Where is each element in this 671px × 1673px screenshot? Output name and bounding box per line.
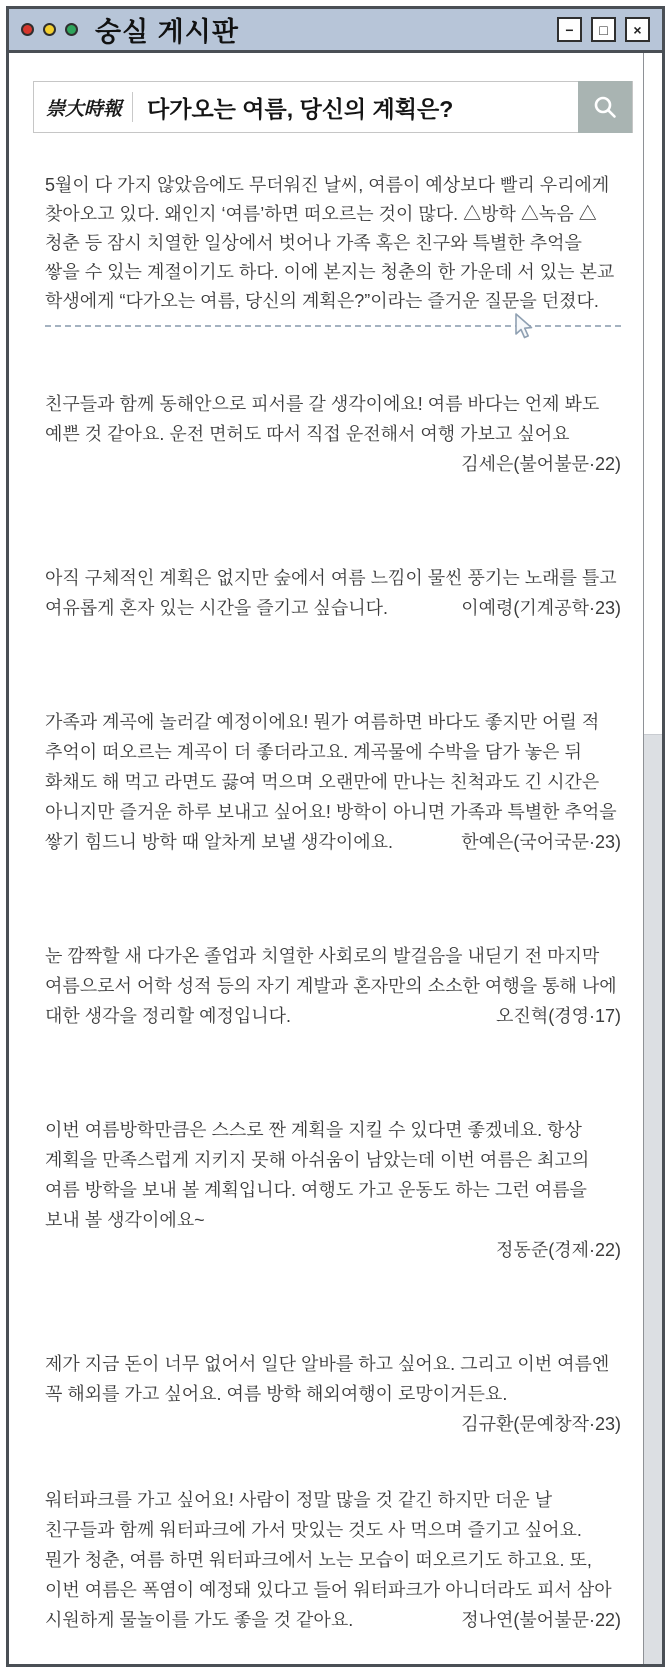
quote-body: 친구들과 함께 동해안으로 피서를 갈 생각이에요! 여름 바다는 언제 봐도 예쁜 것 같아요. 운전 면허도 따서 직접 운전해서 여행 가보고 싶어요	[45, 394, 600, 444]
quote-body: 아직 구체적인 계획은 없지만 숲에서 여름 느낌이 물씬 풍기는 노래를 틀고 여유롭게 혼자 있는 시간을 즐기고 싶습니다.	[45, 568, 617, 618]
scrollbar-track[interactable]	[644, 53, 662, 734]
window-title: 숭실 게시판	[95, 17, 239, 47]
quote-author: 정나연(불어불문·22)	[461, 1610, 621, 1630]
quote-item	[45, 941, 621, 1031]
quote-item	[45, 1485, 621, 1635]
quote-author: 김세은(불어불문·22)	[461, 454, 621, 474]
content-area	[9, 53, 662, 1664]
quote-author: 김규환(문예창작·23)	[461, 1414, 621, 1434]
quote-author: 이예령(기계공학·23)	[461, 598, 621, 618]
quote-item	[45, 563, 621, 623]
scrollbar-thumb[interactable]	[644, 734, 662, 1664]
maximize-button[interactable]: □	[591, 17, 616, 42]
mouse-cursor-icon	[513, 313, 535, 346]
quote-text	[45, 1349, 621, 1434]
quote-text	[45, 1485, 621, 1635]
quote-body: 눈 깜짝할 새 다가온 졸업과 치열한 사회로의 발걸음을 내딛기 전 마지막 여름으로서 어학 성적 등의 자기 계발과 혼자만의 소소한 여행을 통해 나에 대한 생각을 정리할 예정입니다.	[45, 946, 617, 1026]
quote-author: 한예은(국어국문·23)	[461, 832, 621, 852]
quote-text	[45, 1115, 621, 1265]
traffic-light-red-icon[interactable]	[21, 23, 34, 36]
search-input[interactable]: 다가오는 여름, 당신의 계획은?	[147, 95, 454, 122]
newspaper-logo: 崇大時報	[46, 97, 123, 120]
quote-body: 가족과 계곡에 놀러갈 예정이에요! 뭔가 여름하면 바다도 좋지만 어릴 적 추억이 떠오르는 계곡이 더 좋더라고요. 계곡물에 수박을 담가 놓은 뒤 화채도 해 먹고 라면도 끓여 먹으며 오랜만에 만나는 친척과도 긴 시간은 아니지만 즐거운 하루 보내고 싶어요! 방학이 아니면 가족과 특별한 추억을 쌓기 힘드니 방학 때 알차게 보낼 생각이에요.	[45, 712, 617, 852]
search-icon	[592, 94, 618, 120]
quote-item	[45, 389, 621, 479]
title-bar	[9, 9, 662, 53]
minimize-button[interactable]: −	[557, 17, 582, 42]
quote-item	[45, 707, 621, 857]
quote-item	[45, 1115, 621, 1265]
search-bar	[33, 81, 633, 133]
board-body	[9, 53, 643, 1664]
search-button[interactable]	[578, 81, 632, 133]
quote-text	[45, 941, 621, 1031]
quote-body: 제가 지금 돈이 너무 없어서 일단 알바를 하고 싶어요. 그리고 이번 여름엔 꼭 해외를 가고 싶어요. 여름 방학 해외여행이 로망이거든요.	[45, 1354, 610, 1404]
scrollbar[interactable]	[643, 53, 662, 1664]
quote-author: 정동준(경제·22)	[496, 1240, 621, 1260]
quote-body: 이번 여름방학만큼은 스스로 짠 계획을 지킬 수 있다면 좋겠네요. 항상 계획을 만족스럽게 지키지 못해 아쉬움이 남았는데 이번 여름은 최고의 여름 방학을 보내 볼 계획입니다. 여행도 가고 운동도 하는 그런 여름을 보내 볼 생각이에요~	[45, 1120, 590, 1230]
close-button[interactable]: ×	[625, 17, 650, 42]
quote-text	[45, 389, 621, 479]
quote-text	[45, 707, 621, 857]
quote-text	[45, 563, 621, 623]
intro-paragraph: 5월이 다 가지 않았음에도 무더워진 날씨, 여름이 예상보다 빨리 우리에게 찾아오고 있다. 왜인지 ‘여름’하면 떠오르는 것이 많다. △방학 △녹음 △청춘 등 잠시 치열한 일상에서 벗어나 가족 혹은 친구와 특별한 추억을 쌓을 수 있는 계절이기도 하다. 이에 본지는 청춘의 한 가운데 서 있는 본교 학생에게 “다가오는 여름, 당신의 계획은?”이라는 즐거운 질문을 던졌다.	[45, 175, 615, 311]
window-controls	[548, 17, 650, 42]
traffic-light-yellow-icon[interactable]	[43, 23, 56, 36]
quote-item	[45, 1349, 621, 1434]
traffic-light-green-icon[interactable]	[65, 23, 78, 36]
app-window	[6, 6, 665, 1667]
quote-author: 오진혁(경영·17)	[496, 1006, 621, 1026]
dashed-separator	[45, 325, 621, 327]
quote-body: 워터파크를 가고 싶어요! 사람이 정말 많을 것 같긴 하지만 더운 날 친구들과 함께 워터파크에 가서 맛있는 것도 사 먹으며 즐기고 싶어요. 뭔가 청춘, 여름 하면 워터파크에서 노는 모습이 떠오르기도 하고요. 또, 이번 여름은 폭염이 예정돼 있다고 들어 워터파크가 아니더라도 피서 삼아 시원하게 물놀이를 가도 좋을 것 같아요.	[45, 1490, 612, 1630]
